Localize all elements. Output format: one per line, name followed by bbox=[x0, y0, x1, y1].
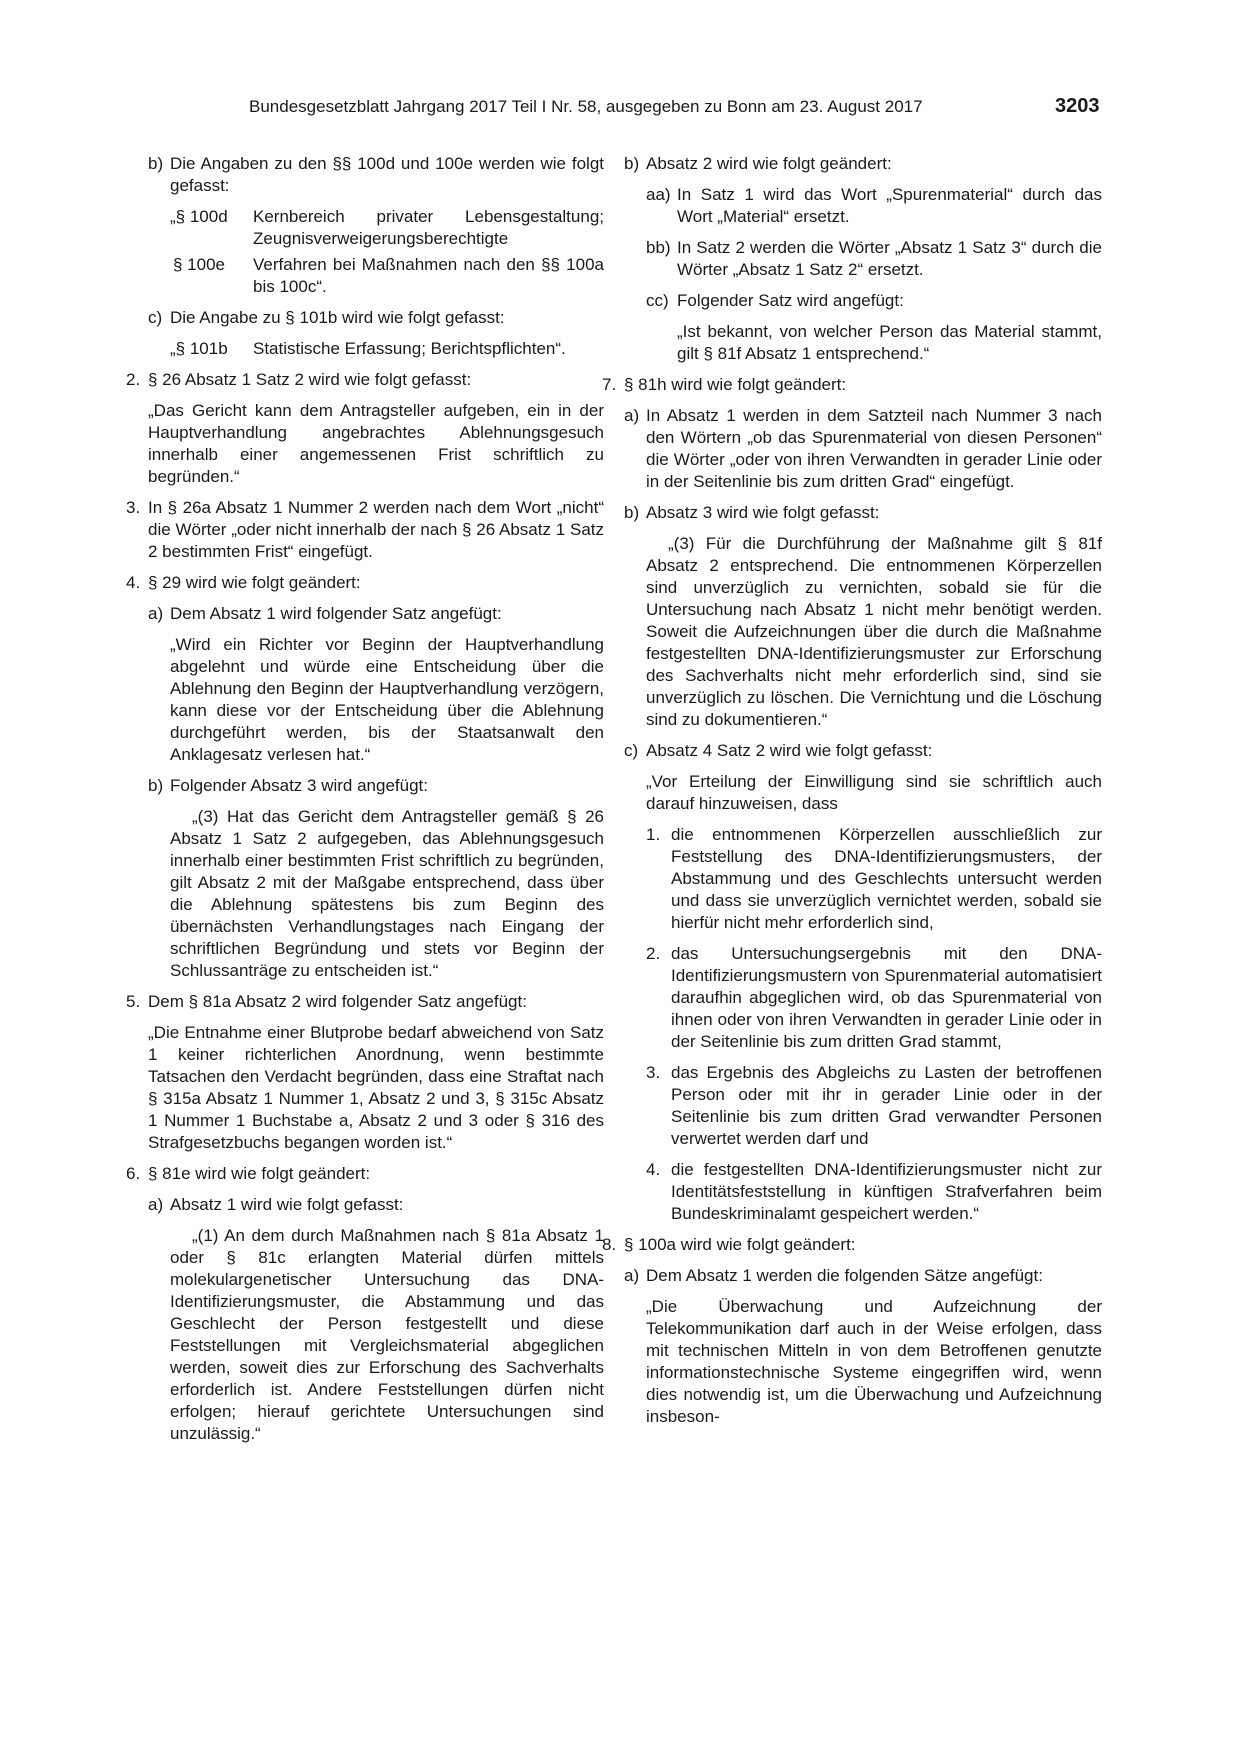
item-3 bbox=[126, 497, 604, 563]
item-6 bbox=[126, 1163, 604, 1185]
item-text: Folgender Absatz 3 wird angefügt: bbox=[170, 776, 428, 795]
item-bb bbox=[646, 237, 1102, 281]
item-label: c) bbox=[148, 308, 163, 327]
item-label: 2. bbox=[646, 944, 661, 963]
item-label: a) bbox=[148, 1195, 164, 1214]
item-label: a) bbox=[624, 1266, 640, 1285]
item-label: bb) bbox=[646, 238, 671, 257]
item-label: 2. bbox=[126, 370, 141, 389]
item-text: die entnommenen Körperzellen ausschließlich zur Feststellung des DNA-Identifizierungsmusters, der Abstammung und des Geschlechts untersucht werden und dass sie unverzüglich vernichtet werden, sobald sie hierfür nicht mehr erforderlich sind, bbox=[671, 825, 1102, 932]
left-column bbox=[126, 153, 604, 1445]
item-4b bbox=[148, 775, 604, 797]
item-label: b) bbox=[148, 154, 164, 173]
item-text: Die Angaben zu den §§ 100d und 100e werden wie folgt gefasst: bbox=[170, 154, 604, 195]
item-8a bbox=[624, 1265, 1102, 1287]
item-text: Dem § 81a Absatz 2 wird folgender Satz angefügt: bbox=[148, 992, 527, 1011]
section-entry-100d bbox=[170, 206, 604, 250]
item-7a bbox=[624, 405, 1102, 493]
item-text: § 81e wird wie folgt geändert: bbox=[148, 1164, 371, 1183]
quote-paragraph: „Die Überwachung und Aufzeichnung der Telekommunikation darf auch in der Weise erfolgen, dass mit technischen Mitteln in von dem Betroffenen genutzte informationstechnische Systeme eingegriffen wird, wenn dies notwendig ist, um die Überwachung und Aufzeichnung insbeson- bbox=[646, 1297, 1102, 1426]
section-text: Kernbereich privater Lebensgestaltung; Zeugnisverweigerungsberechtigte bbox=[253, 207, 604, 248]
item-label: 4. bbox=[126, 573, 141, 592]
item-text: das Ergebnis des Abgleichs zu Lasten der betroffenen Person oder mit ihr in gerader Linie oder in der Seitenlinie bis zum dritten Grad verwandter Personen verwertet werden darf und bbox=[671, 1063, 1102, 1148]
item-text: das Untersuchungsergebnis mit den DNA-Identifizierungsmustern von Spurenmaterial automatisiert daraufhin abgeglichen wird, ob das Spurenmaterial von ihnen oder von ihren Verwandten in gerader Linie oder in der Seitenlinie bis zum dritten Grad stammt, bbox=[671, 944, 1102, 1051]
item-text: Dem Absatz 1 werden die folgenden Sätze angefügt: bbox=[646, 1266, 1043, 1285]
item-text: Dem Absatz 1 wird folgender Satz angefügt: bbox=[170, 604, 502, 623]
item-text: Absatz 2 wird wie folgt geändert: bbox=[646, 154, 892, 173]
item-c bbox=[148, 307, 604, 329]
item-label: 5. bbox=[126, 992, 141, 1011]
quote-paragraph: „(1) An dem durch Maßnahmen nach § 81a Absatz 1 oder § 81c erlangten Material dürfen mittels molekulargenetischer Untersuchung das DNA-Identifizierungsmuster, die Abstammung und das Geschlecht der Person festgestellt und diese Feststellungen mit Vergleichsmaterial abgeglichen werden, soweit dies zur Erforschung des Sachverhalts erforderlich ist. Andere Feststellungen dürfen nicht erfolgen; hierauf gerichtete Untersuchungen sind unzulässig.“ bbox=[170, 1226, 604, 1443]
item-6a bbox=[148, 1194, 604, 1216]
item-5 bbox=[126, 991, 604, 1013]
page-header: Bundesgesetzblatt Jahrgang 2017 Teil I Nr. 58, ausgegeben zu Bonn am 23. August 2017 bbox=[249, 97, 923, 116]
item-text: Absatz 1 wird wie folgt gefasst: bbox=[170, 1195, 404, 1214]
section-entry-101b bbox=[170, 338, 604, 360]
item-label: aa) bbox=[646, 185, 671, 204]
item-text: die festgestellten DNA-Identifizierungsmuster nicht zur Identitätsfeststellung in künftigen Strafverfahren beim Bundeskriminalamt gespeichert werden.“ bbox=[671, 1160, 1102, 1223]
item-label: b) bbox=[148, 776, 164, 795]
right-column bbox=[602, 153, 1102, 1428]
section-label: „§ 100d bbox=[170, 207, 228, 226]
item-4 bbox=[126, 572, 604, 594]
item-label: a) bbox=[148, 604, 164, 623]
item-label: 8. bbox=[602, 1235, 617, 1254]
item-text: § 26 Absatz 1 Satz 2 wird wie folgt gefasst: bbox=[148, 370, 472, 389]
quote-paragraph: „Das Gericht kann dem Antragsteller aufgeben, ein in der Hauptverhandlung angebrachtes Ablehnungsgesuch innerhalb einer angemessenen Frist schriftlich zu begründen.“ bbox=[148, 401, 604, 486]
item-label: 7. bbox=[602, 375, 617, 394]
list-item bbox=[646, 824, 1102, 934]
item-text: In Satz 2 werden die Wörter „Absatz 1 Satz 3“ durch die Wörter „Absatz 1 Satz 2“ ersetzt. bbox=[677, 238, 1102, 279]
section-text: Verfahren bei Maßnahmen nach den §§ 100a bis 100c“. bbox=[253, 255, 604, 296]
page-number: 3203 bbox=[1055, 95, 1100, 117]
item-text: In Satz 1 wird das Wort „Spurenmaterial“ durch das Wort „Material“ ersetzt. bbox=[677, 185, 1102, 226]
section-entry-100e bbox=[170, 254, 604, 298]
quote-paragraph: „Die Entnahme einer Blutprobe bedarf abweichend von Satz 1 keiner richterlichen Anordnung, wenn bestimmte Tatsachen den Verdacht begründen, dass eine Straftat nach § 315a Absatz 1 Nummer 1, Absatz 2 und 3, § 315c Absatz 1 Nummer 1 Buchstabe a, Absatz 2 und 3 oder § 316 des Strafgesetzbuchs begangen worden ist.“ bbox=[148, 1023, 604, 1152]
item-label: 4. bbox=[646, 1160, 661, 1179]
item-label: 3. bbox=[126, 498, 141, 517]
item-8 bbox=[602, 1234, 1102, 1256]
item-label: b) bbox=[624, 154, 640, 173]
section-text: Statistische Erfassung; Berichtspflichten“. bbox=[253, 339, 566, 358]
item-text: In Absatz 1 werden in dem Satzteil nach Nummer 3 nach den Wörtern „ob das Spurenmaterial von diesen Personen“ die Wörter „oder von ihren Verwandten in gerader Linie oder in der Seitenlinie bis zum dritten Grad“ eingefügt. bbox=[646, 406, 1102, 491]
item-label: cc) bbox=[646, 291, 669, 310]
quote-paragraph: „Wird ein Richter vor Beginn der Hauptverhandlung abgelehnt und würde eine Entscheidung über die Ablehnung den Beginn der Hauptverhandlung verzögern, kann diese vor der Entscheidung über die Ablehnung durchgeführt werden, bis der Staatsanwalt den Anklagesatz verlesen hat.“ bbox=[170, 635, 604, 764]
item-label: b) bbox=[624, 503, 640, 522]
quote-paragraph: „Vor Erteilung der Einwilligung sind sie schriftlich auch darauf hinzuweisen, dass bbox=[646, 772, 1102, 813]
item-label: a) bbox=[624, 406, 640, 425]
item-text: In § 26a Absatz 1 Nummer 2 werden nach dem Wort „nicht“ die Wörter „oder nicht innerhalb der nach § 26 Absatz 1 Satz 2 bestimmten Frist“ eingefügt. bbox=[148, 498, 604, 561]
quote-paragraph: „Ist bekannt, von welcher Person das Material stammt, gilt § 81f Absatz 1 entsprechend.“ bbox=[677, 322, 1102, 363]
item-b bbox=[624, 153, 1102, 175]
item-b bbox=[148, 153, 604, 197]
section-label: § 100e bbox=[173, 255, 225, 274]
item-7b bbox=[624, 502, 1102, 524]
item-4a bbox=[148, 603, 604, 625]
item-label: 3. bbox=[646, 1063, 661, 1082]
item-text: Absatz 3 wird wie folgt gefasst: bbox=[646, 503, 880, 522]
item-text: Die Angabe zu § 101b wird wie folgt gefasst: bbox=[170, 308, 505, 327]
item-7c bbox=[624, 740, 1102, 762]
item-text: § 81h wird wie folgt geändert: bbox=[624, 375, 847, 394]
item-text: § 29 wird wie folgt geändert: bbox=[148, 573, 361, 592]
item-aa bbox=[646, 184, 1102, 228]
item-text: Absatz 4 Satz 2 wird wie folgt gefasst: bbox=[646, 741, 933, 760]
item-text: § 100a wird wie folgt geändert: bbox=[624, 1235, 856, 1254]
item-text: Folgender Satz wird angefügt: bbox=[677, 291, 904, 310]
item-cc bbox=[646, 290, 1102, 312]
item-label: 6. bbox=[126, 1164, 141, 1183]
list-item bbox=[646, 943, 1102, 1053]
quote-paragraph: „(3) Für die Durchführung der Maßnahme gilt § 81f Absatz 2 entsprechend. Die entnommenen Körperzellen sind unverzüglich zu vernichten, sobald sie für die Untersuchung nach Absatz 1 nicht mehr benötigt werden. Soweit die Aufzeichnungen über die durch die Maßnahme festgestellten DNA-Identifizierungsmuster zur Erforschung des Sachverhalts nicht mehr erforderlich sind, sind sie unverzüglich zu löschen. Die Vernichtung und die Löschung sind zu dokumentieren.“ bbox=[646, 534, 1102, 729]
item-7 bbox=[602, 374, 1102, 396]
section-label: „§ 101b bbox=[170, 339, 228, 358]
list-item bbox=[646, 1062, 1102, 1150]
quote-paragraph: „(3) Hat das Gericht dem Antragsteller gemäß § 26 Absatz 1 Satz 2 aufgegeben, das Ablehnungsgesuch innerhalb einer bestimmten Frist schriftlich zu begründen, gilt Absatz 2 mit der Maßgabe entsprechend, dass über die Ablehnung spätestens bis zum Beginn des übernächsten Verhandlungstages nach Eingang der schriftlichen Begründung und stets vor Beginn der Schlussanträge zu entscheiden ist.“ bbox=[170, 807, 604, 980]
item-label: 1. bbox=[646, 825, 661, 844]
item-label: c) bbox=[624, 741, 639, 760]
list-item bbox=[646, 1159, 1102, 1225]
item-2 bbox=[126, 369, 604, 391]
